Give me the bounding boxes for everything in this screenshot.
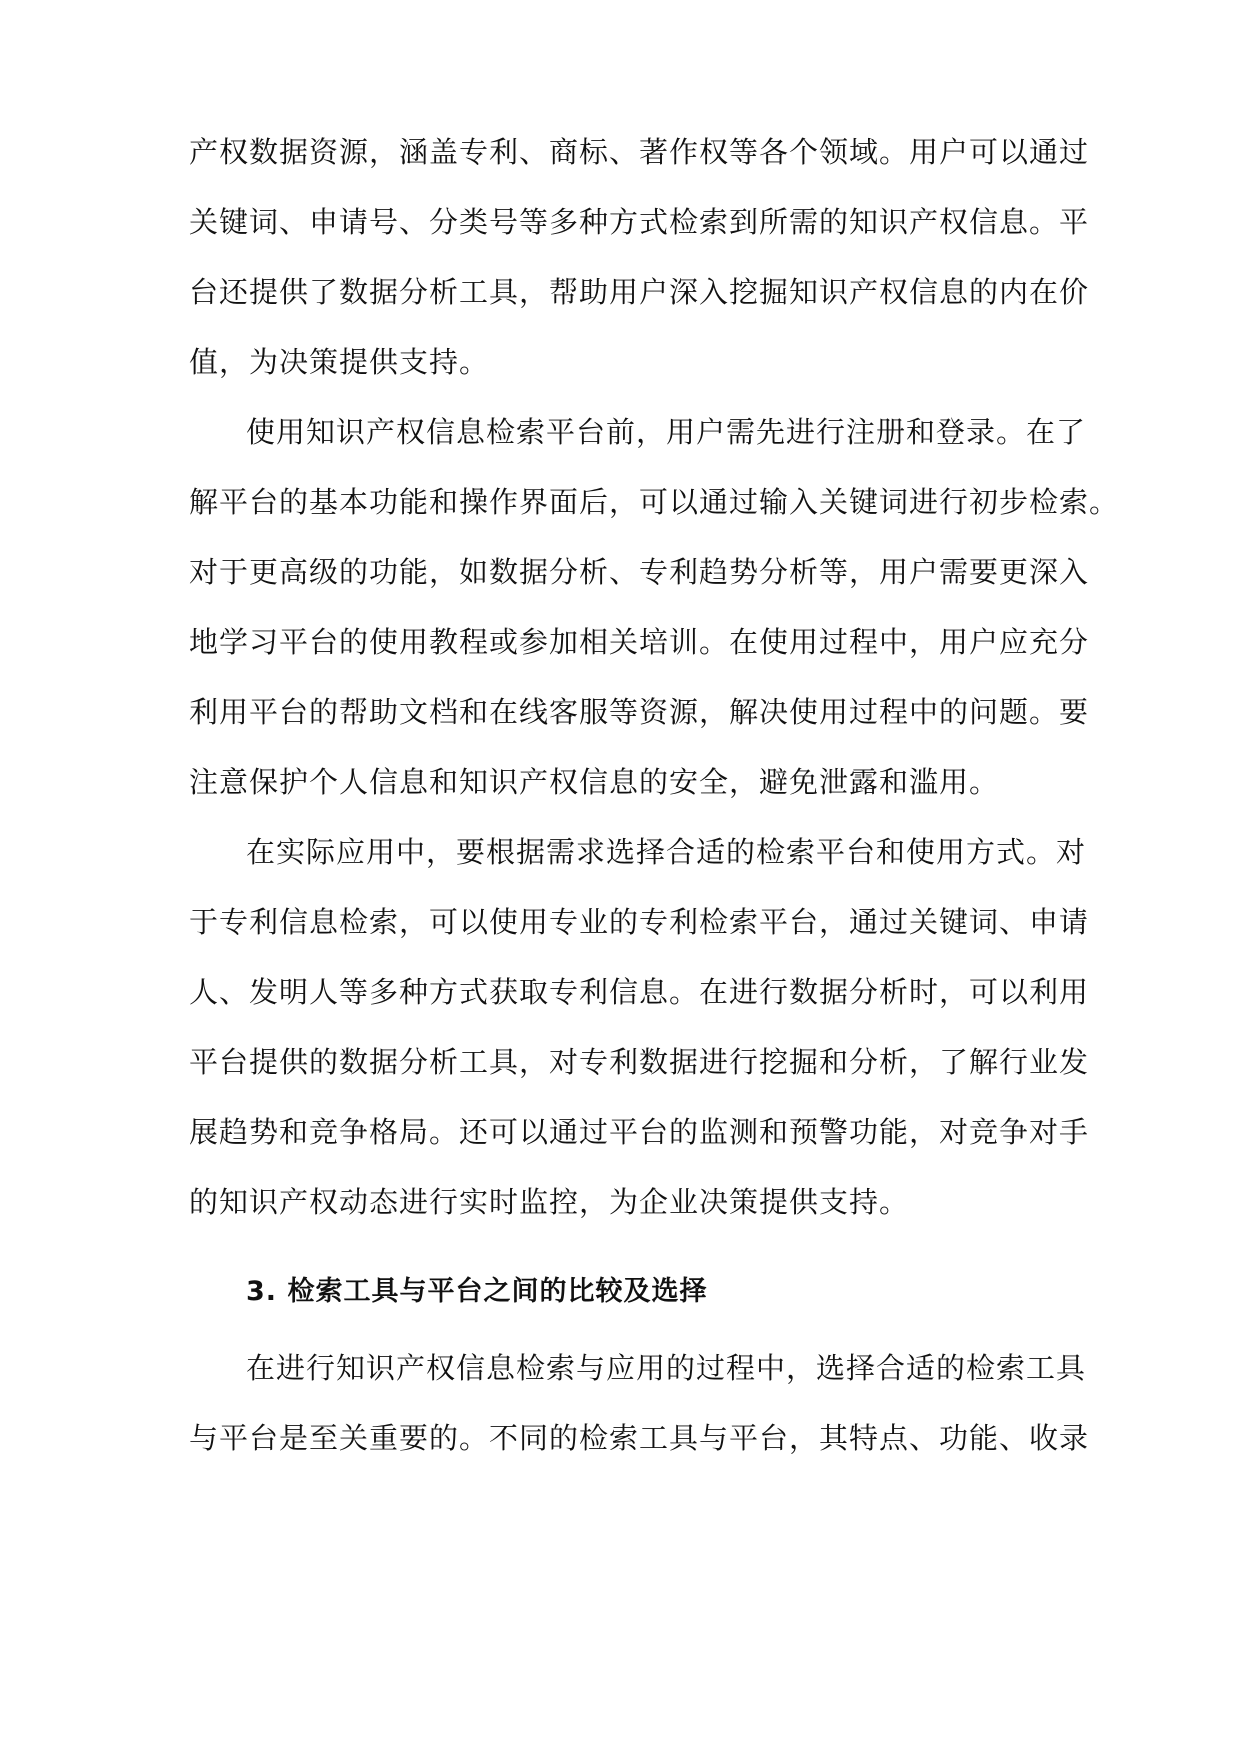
paragraph-1-line-3: 台还提供了数据分析工具，帮助用户深入挖掘知识产权信息的内在价: [189, 275, 1090, 309]
paragraph-2-line-4: 地学习平台的使用教程或参加相关培训。在使用过程中，用户应充分: [189, 625, 1090, 659]
paragraph-2-line-6: 注意保护个人信息和知识产权信息的安全，避免泄露和滥用。: [189, 765, 1000, 799]
paragraph-3-line-3: 人、发明人等多种方式获取专利信息。在进行数据分析时，可以利用: [189, 975, 1090, 1009]
paragraph-1-line-4: 值，为决策提供支持。: [189, 345, 490, 379]
paragraph-3-line-2: 于专利信息检索，可以使用专业的专利检索平台，通过关键词、申请: [189, 905, 1090, 939]
paragraph-3-line-5: 展趋势和竞争格局。还可以通过平台的监测和预警功能，对竞争对手: [189, 1115, 1090, 1149]
paragraph-3-line-4: 平台提供的数据分析工具，对专利数据进行挖掘和分析，了解行业发: [189, 1045, 1090, 1079]
paragraph-3-line-1: 在实际应用中，要根据需求选择合适的检索平台和使用方式。对: [246, 835, 1087, 869]
paragraph-2-line-2: 解平台的基本功能和操作界面后，可以通过输入关键词进行初步检索。: [189, 485, 1120, 519]
paragraph-2-line-5: 利用平台的帮助文档和在线客服等资源，解决使用过程中的问题。要: [189, 695, 1090, 729]
section-heading: 3. 检索工具与平台之间的比较及选择: [246, 1276, 708, 1307]
section-paragraph-line-2: 与平台是至关重要的。不同的检索工具与平台，其特点、功能、收录: [189, 1421, 1090, 1455]
paragraph-1-line-2: 关键词、申请号、分类号等多种方式检索到所需的知识产权信息。平: [189, 205, 1090, 239]
section-paragraph-line-1: 在进行知识产权信息检索与应用的过程中，选择合适的检索工具: [246, 1351, 1087, 1385]
paragraph-2-line-1: 使用知识产权信息检索平台前，用户需先进行注册和登录。在了: [246, 415, 1087, 449]
paragraph-1-line-1: 产权数据资源，涵盖专利、商标、著作权等各个领域。用户可以通过: [189, 135, 1090, 169]
paragraph-2-line-3: 对于更高级的功能，如数据分析、专利趋势分析等，用户需要更深入: [189, 555, 1090, 589]
paragraph-3-line-6: 的知识产权动态进行实时监控，为企业决策提供支持。: [189, 1185, 910, 1219]
